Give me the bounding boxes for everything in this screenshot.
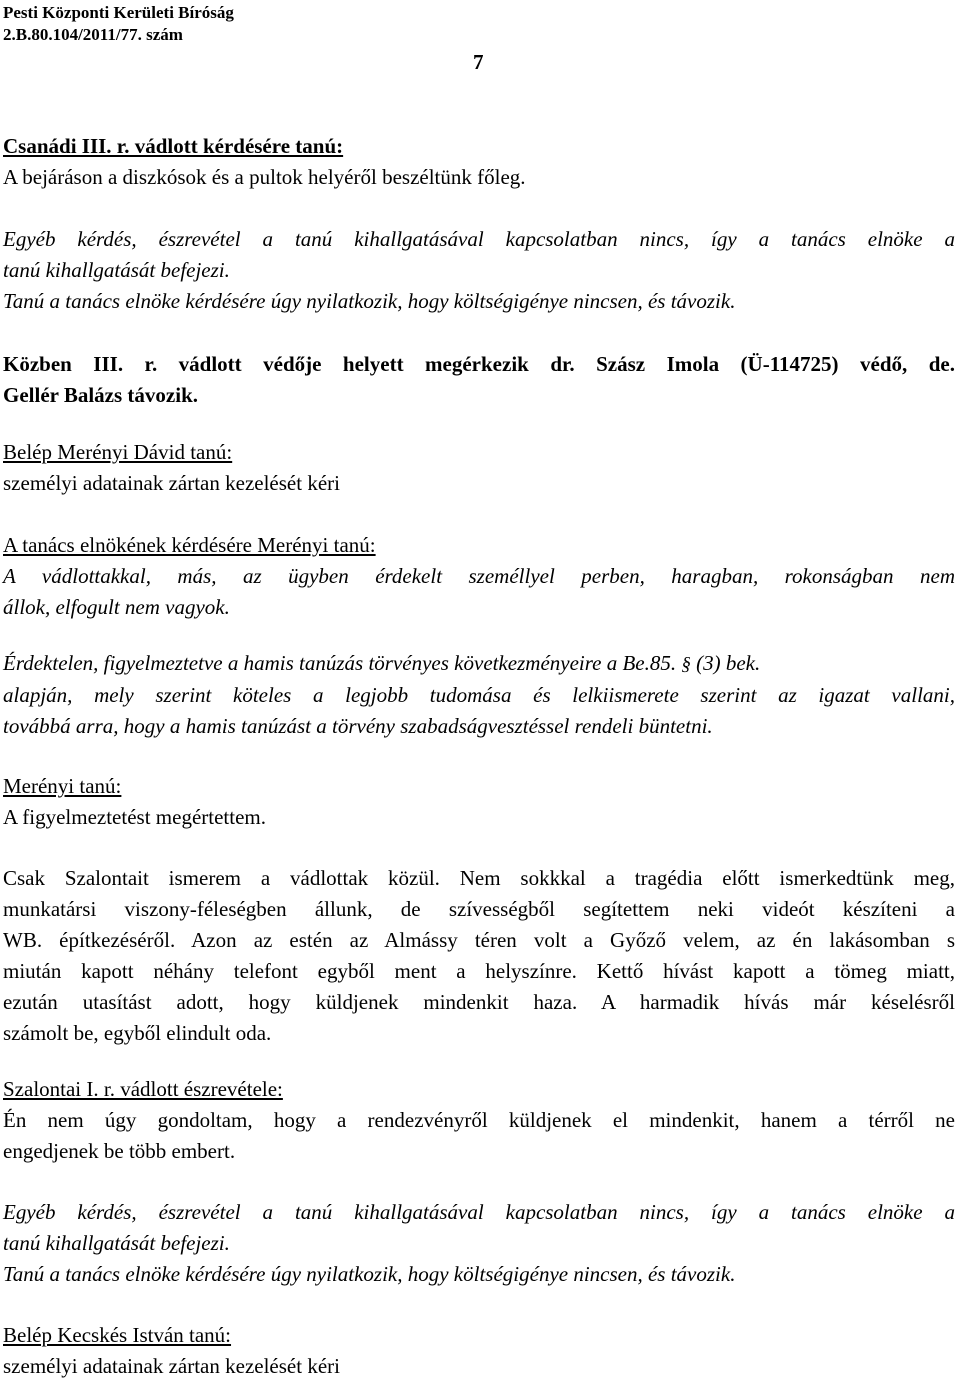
section-merenyi-ack <box>3 771 955 833</box>
text-line: Csak Szalontait ismerem a vádlottak közül. Nem sokkkal a tragédia előtt ismerkedtünk meg, <box>3 866 955 890</box>
section-hearing-closed-1 <box>3 224 955 317</box>
section-hearing-closed-2 <box>3 1197 955 1290</box>
text-line: Egyéb kérdés, észrevétel a tanú kihallgatásával kapcsolatban nincs, így a tanács elnöke a <box>3 227 955 251</box>
section-szalontai-remark <box>3 1074 955 1167</box>
section-defender-change <box>3 349 955 411</box>
section-heading: Csanádi III. r. vádlott kérdésére tanú: <box>3 134 344 158</box>
case-number: 2.B.80.104/2011/77. szám <box>3 25 183 44</box>
text-line: Gellér Balázs távozik. <box>3 383 198 407</box>
text-line: miután kapott néhány telefont egyből ment a helyszínre. Kettő hívást kapott a tömeg miatt, <box>3 959 955 983</box>
text-line: személyi adatainak zártan kezelését kéri <box>3 471 340 495</box>
witness-answer: A bejáráson a diszkósok és a pultok helyéről beszéltünk főleg. <box>3 165 526 189</box>
section-csanadi-question <box>3 131 955 193</box>
text-line <box>3 648 955 680</box>
page-number: 7 <box>473 50 484 74</box>
section-merenyi-testimony <box>3 863 955 1049</box>
text-line: Tanú a tanács elnöke kérdésére úgy nyilatkozik, hogy költségigénye nincsen, és távozik. <box>3 289 736 313</box>
text-line: Közben III. r. vádlott védője helyett megérkezik dr. Szász Imola (Ü-114725) védő, de. <box>3 352 955 376</box>
court-name: Pesti Központi Kerületi Bíróság <box>3 3 234 22</box>
text-line: WB. építkezéséről. Azon az estén az Almássy téren volt a Győző velem, az én lakásomban s <box>3 928 955 952</box>
text-line: munkatársi viszony-féleségben állunk, de szívességből segítettem neki videót készíteni a <box>3 897 955 921</box>
text-line: alapján, mely szerint köteles a legjobb tudomása és lelkiismerete szerint az igazat vallani, <box>3 683 955 707</box>
text-line: engedjenek be több embert. <box>3 1139 236 1163</box>
text-line: állok, elfogult nem vagyok. <box>3 595 230 619</box>
section-heading: Belép Merényi Dávid tanú: <box>3 440 233 464</box>
section-heading: Szalontai I. r. vádlott észrevétele: <box>3 1077 283 1101</box>
text-line: tanú kihallgatását befejezi. <box>3 258 230 282</box>
section-sign: § <box>681 654 691 675</box>
section-heading: A tanács elnökének kérdésére Merényi tanú: <box>3 533 376 557</box>
text-line: ezután utasítást adott, hogy küldjenek mindenkit haza. A harmadik hívás már késelésről <box>3 990 955 1014</box>
warning-paragraph: (3) bek. <box>696 651 761 675</box>
text-line: Tanú a tanács elnöke kérdésére úgy nyilatkozik, hogy költségigénye nincsen, és távozik. <box>3 1262 736 1286</box>
section-heading: Belép Kecskés István tanú: <box>3 1323 232 1347</box>
text-line: továbbá arra, hogy a hamis tanúzást a törvény szabadságvesztéssel rendeli büntetni. <box>3 714 713 738</box>
text-line: számolt be, egyből elindult oda. <box>3 1021 272 1045</box>
text-line: tanú kihallgatását befejezi. <box>3 1231 230 1255</box>
text-line: Én nem úgy gondoltam, hogy a rendezvényről küldjenek el mindenkit, hanem a térről ne <box>3 1108 955 1132</box>
warning-text: Érdektelen, figyelmeztetve a hamis tanúzás törvényes következményeire a Be.85. <box>3 651 677 675</box>
section-warning <box>3 648 955 742</box>
text-line: Egyéb kérdés, észrevétel a tanú kihallgatásával kapcsolatban nincs, így a tanács elnöke a <box>3 1200 955 1224</box>
text-line: személyi adatainak zártan kezelését kéri <box>3 1354 340 1378</box>
text-line: A vádlottakkal, más, az ügyben érdekelt személlyel perben, haragban, rokonságban nem <box>3 564 955 588</box>
section-chair-question <box>3 530 955 623</box>
section-kecskes-enters <box>3 1320 955 1382</box>
section-heading: Merényi tanú: <box>3 774 122 798</box>
section-merenyi-enters <box>3 437 955 499</box>
text-line: A figyelmeztetést megértettem. <box>3 805 266 829</box>
